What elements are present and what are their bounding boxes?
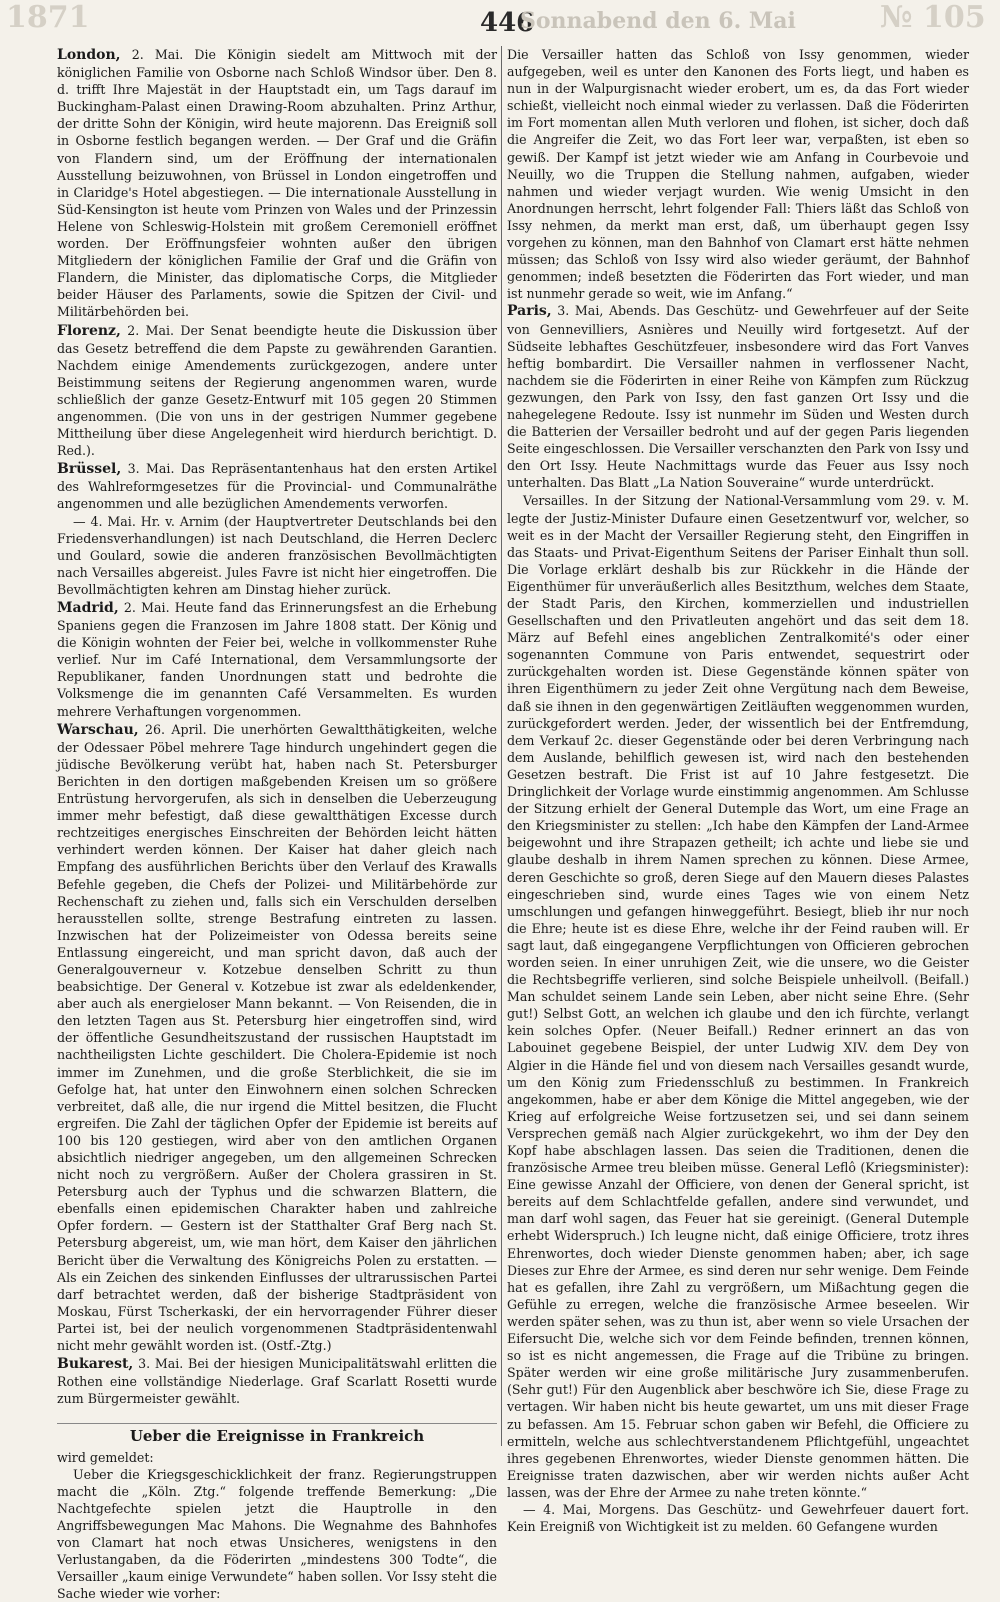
- article-place: Paris,: [507, 303, 552, 320]
- article-warschau: [57, 721, 497, 1354]
- article-place: Madrid,: [57, 600, 119, 616]
- article-place: Brüssel,: [57, 461, 122, 478]
- article-text: 3. Mai, Abends. Das Geschütz- und Gewehrfeuer auf der Seite von Gennevilliers, Asnières und Neuilly wird fortgesetzt. Auf der Südseite lebhaftes Geschützfeuer, insbesondere wird das Fort Vanves heftig bombardirt. Die Versailler nahmen in verflossener Nacht, nachdem sie die Föderirten in einer Reihe von Kämpfen zum Rückzug gezwungen, den Park von Issy, den fast ganzen Ort Issy und die nahegelegene Redoute. Issy ist nunmehr im Süden und Westen durch die Batterien der Versailler bedroht und auf der gegen Paris liegenden Seite eingeschlossen. Die Versailler verschanzten den Park von Issy und den Ort Issy. Heute Nachmittags wurde das Feuer aus Issy noch unterhalten. Das Blatt „La Nation Souveraine“ wurde unterdrückt.: [507, 303, 969, 491]
- article-text: 3. Mai. Das Repräsentantenhaus hat den ersten Artikel des Wahlreformgesetzes für die Provincial- und Communalräthe angenommen und alle bezüglichen Amendements verworfen.: [57, 461, 497, 512]
- article-place: Warschau,: [57, 721, 139, 738]
- article-text: 2. Mai. Heute fand das Erinnerungsfest an die Erhebung Spaniens gegen die Franzosen im Jahre 1808 statt. Der König und die Königin wohnten der Feier bei, welche in vollkommenster Ruhe verlief. Nur im Café International, dem Versammlungsorte der Republikaner, fanden Unordnungen statt und bedrohte die Volksmenge die im genannten Café Versammelten. Es wurden mehrere Verhaftungen vorgenommen.: [57, 600, 497, 719]
- column-divider: [501, 46, 502, 1446]
- left-column: [57, 46, 497, 1602]
- header-issue-bleed: № 105: [880, 0, 986, 35]
- header-date-bleed: Sonnabend den 6. Mai: [520, 8, 796, 34]
- page-number: 446: [480, 8, 535, 38]
- section-title: Ueber die Ereignisse in Frankreich: [57, 1423, 497, 1445]
- article-text: 3. Mai. Bei der hiesigen Municipalitätswahl erlitten die Rothen eine vollständige Niederlage. Graf Scarlatt Rosetti wurde zum Bürgermeister gewählt.: [57, 1356, 498, 1407]
- article-text: 26. April. Die unerhörten Gewaltthätigkeiten, welche der Odessaer Pöbel mehrere Tage hindurch ungehindert gegen die jüdische Bevölkerung verübt hat, haben nach St. Petersburger Berichten in den dortigen maßgebenden Kreisen um so größere Entrüstung hervorgerufen, als sich in denselben die Ueberzeugung immer mehr befestigt, daß diese gewaltthätigen Excesse durch rechtzeitiges energisches Einschreiten der Behörden leicht hätten verhindert werden können. Der Kaiser hat daher gleich nach Empfang des ausführlichen Berichts über den Verlauf des Krawalls Befehle gegeben, die Chefs der Polizei- und Militärbehörde zur Rechenschaft zu ziehen und, falls sich ein Verschulden derselben herausstellen sollte, strenge Bestrafung eintreten zu lassen. Inzwischen hat der Polizeimeister von Odessa bereits seine Entlassung eingereicht, und man spricht davon, daß auch der Generalgouverneur v. Kotzebue denselben Schritt zu thun beabsichtige. Der General v. Kotzebue ist zwar als edeldenkender, aber auch als energieloser Mann bekannt. — Von Reisenden, die in den letzten Tagen aus St. Petersburg hier eingetroffen sind, wird der öffentliche Gesundheitszustand der russischen Hauptstadt im nachtheiligsten Lichte geschildert. Die Cholera-Epidemie ist noch immer im Zunehmen, und die große Sterblichkeit, die sie im Gefolge hat, hat unter den Einwohnern einen solchen Schrecken verbreitet, daß alle, die nur irgend die Mittel besitzen, die Flucht ergreifen. Die Zahl der täglichen Opfer der Epidemie ist bereits auf 100 bis 120 gestiegen, wird aber von den amtlichen Organen absichtlich niedriger angegeben, um den allgemeinen Schrecken nicht noch zu vergrößern. Außer der Cholera grassiren in St. Petersburg auch der Typhus und die schwarzen Blattern, die ebenfalls einen epidemischen Charakter haben und zahlreiche Opfer fordern. — Gestern ist der Statthalter Graf Berg nach St. Petersburg abgereist, um, wie man hört, dem Kaiser den jährlichen Bericht über die Verwaltung des Königreichs Polen zu erstatten. — Als ein Zeichen des sinkenden Einflusses der ultrarussischen Partei darf betrachtet werden, daß der bisherige Stadtpräsident von Moskau, Fürst Tscherkaski, der ein hervorragender Führer dieser Partei ist, bei der neulich vorgenommenen Stadtpräsidentenwahl nicht mehr gewählt worden ist. (Ostf.-Ztg.): [57, 721, 497, 1354]
- article-place: Florenz,: [57, 322, 121, 339]
- article-text-extra: — 4. Mai. Hr. v. Arnim (der Hauptvertreter Deutschlands bei den Friedensverhandlungen) ist nach Deutschland, die Herren Declerc und Goulard, sowie die anderen französischen Bevollmächtigten nach Versailles abgereist. Jules Favre ist nicht hier eingetroffen. Die Bevollmächtigten kehren am Dinstag hieher zurück.: [57, 513, 497, 597]
- issy-paragraph: Die Versailler hatten das Schloß von Issy genommen, wieder aufgegeben, weil es unter den Kanonen des Forts liegt, und haben es nun in der Walpurgisnacht wieder erobert, um es, da das Fort wieder schießt, vielleicht noch einmal wieder zu verlassen. Daß die Föderirten im Fort momentan allen Muth verloren und flohen, ist sicher, doch daß die Angreifer die Zeit, wo das Fort leer war, verpaßten, ist eben so gewiß. Der Kampf ist jetzt wieder wie am Anfang in Courbevoie und Neuilly, wo die Truppen die Stellung nahmen, aufgaben, wieder nahmen und wieder verjagt wurden. Wie wenig Umsicht in den Anordnungen herrscht, lehrt folgender Fall: Thiers läßt das Schloß von Issy nehmen, da merkt man erst, daß, um überhaupt gegen Issy vorgehen zu können, man den Bahnhof von Clamart erst hätte nehmen müssen; das Schloß von Issy wird also wieder geräumt, der Bahnhof genommen; indeß besetzten die Föderirten das Fort wieder, und man ist nunmehr gerade so weit, wie im Anfang.“: [507, 47, 969, 302]
- article-florenz: [57, 322, 497, 460]
- article-text: 2. Mai. Die Königin siedelt am Mittwoch mit der königlichen Familie von Osborne nach Schloß Windsor über. Den 8. d. trifft Ihre Majestät in der Hauptstadt ein, um Tags darauf im Buckingham-Palast einen Drawing-Room abzuhalten. Prinz Arthur, der dritte Sohn der Königin, wird heute majorenn. Das Ereigniß soll in Osborne festlich begangen werden. — Der Graf und die Gräfin von Flandern sind, um der Eröffnung der internationalen Ausstellung beizuwohnen, von Brüssel in London eingetroffen und in Claridge's Hotel abgestiegen. — Die internationale Ausstellung in Süd-Kensington ist heute vom Prinzen von Wales und der Prinzessin Helene von Schleswig-Holstein mit großem Ceremoniell eröffnet worden. Der Eröffnungsfeier wohnten außer den übrigen Mitgliedern der königlichen Familie der Graf und die Gräfin von Flandern, die Minister, das diplomatische Corps, die Mitglieder beider Häuser des Parlaments, sowie die Spitzen der Civil- und Militärbehörden bei.: [57, 47, 497, 320]
- article-london: [57, 46, 497, 321]
- right-column: [507, 46, 969, 1535]
- article-place: Bukarest,: [57, 1356, 134, 1373]
- versailles-paragraph: Versailles. In der Sitzung der National-Versammlung vom 29. v. M. legte der Justiz-Minister Dufaure einen Gesetzentwurf vor, welcher, so weit es in der Macht der Versailler Regierung steht, den Eingriffen in das Staats- und Privat-Eigenthum Seitens der Pariser Einhalt thun soll. Die Vorlage erklärt deshalb bis zur Rückkehr in die Hände der Eigenthümer für unveräußerlich alles Besitzthum, welches dem Staate, der Stadt Paris, den Kirchen, kommerziellen und industriellen Gesellschaften und den Privatleuten angehört und das seit dem 18. März auf Befehl eines angeblichen Zentralkomité's oder einer sogenannten Commune von Paris entwendet, sequestrirt oder zurückgehalten worden ist. Diese Gegenstände können später von ihren Eigenthümern zu jeder Zeit ohne Vergütung nach dem Beweise, daß sie ihnen in den gegenwärtigen Zeitläuften weggenommen wurden, zurückgefordert werden. Jeder, der wissentlich bei der Entfremdung, dem Verkauf 2c. dieser Gegenstände oder bei deren Verbringung nach dem Auslande, behilflich gewesen ist, wird nach den bestehenden Gesetzen bestraft. Die Frist ist auf 10 Jahre festgesetzt. Die Dringlichkeit der Vorlage wurde einstimmig angenommen. Am Schlusse der Sitzung erhielt der General Dutemple das Wort, um eine Frage an den Kriegsminister zu stellen: „Ich habe den Kämpfen der Land-Armee beigewohnt und ihre Strapazen getheilt; ich achte und liebe sie und glaube deshalb in ihrem Namen sprechen zu können. Diese Armee, deren Geschichte so groß, deren Siege auf den Mauern dieses Palastes eingeschrieben sind, wurde eines Tages wie von einem Netz umschlungen und gefangen hinweggeführt. Besiegt, blieb ihr nur noch die Ehre; heute ist es diese Ehre, welche ihr der Feind rauben will. Er sagt laut, daß eingegangene Verpflichtungen von Officieren gebrochen worden seien. In einer unruhigen Zeit, wie die unsere, wo die Geister die Rechtsbegriffe verlieren, sind solche Beispiele unheilvoll. (Beifall.) Man schuldet seinem Lande sein Leben, aber nicht seine Ehre. (Sehr gut!) Selbst Gott, an welchen ich glaube und den ich fürchte, verlangt kein solches Opfer. (Neuer Beifall.) Redner erinnert an das von Labouinet gegebene Beispiel, der unter Ludwig XIV. dem Dey von Algier in die Hände fiel und von diesem nach Versailles gesandt wurde, um den König zum Friedensschluß zu bestimmen. In Frankreich angekommen, habe er aber dem Könige die Mittel angegeben, wie der Krieg auf erfolgreiche Weise fortzusetzen sei, und sei dann seinem Versprechen gemäß nach Algier zurückgekehrt, wo ihm der Dey den Kopf habe abschlagen lassen. Das seien die Traditionen, denen die französische Armee treu bleiben müsse. General Leflô (Kriegsminister): Eine gewisse Anzahl der Officiere, von denen der General spricht, ist bereits auf dem Schlachtfelde gefallen, andere sind verwundet, und man darf wohl sagen, das Feuer hat sie gereinigt. (General Dutemple erhebt Widerspruch.) Ich leugne nicht, daß einige Officiere, trotz ihres Ehrenwortes, doch wieder Dienste genommen haben; aber, ich sage Dieses zur Ehre der Armee, es sind deren nur sehr wenige. Dem Feinde hat es gefallen, ihre Zahl zu vergrößern, um Mißachtung gegen die Gefühle zu erregen, welche die französische Armee beseelen. Wir werden später sehen, was zu thun ist, aber wenn so viele Ursachen der Eifersucht Die, welche sich vor dem Feinde befinden, trennen können, so ist es nicht angemessen, die Frage auf die Tribüne zu bringen. Später werden wir eine große militärische Jury zusammenberufen. (Sehr gut!) Für den Augenblick aber beschwöre ich Sie, diese Frage zu vertagen. Wir haben nicht bis heute gewartet, um uns mit dieser Frage zu befassen. Am 15. Februar schon gaben wir Befehl, die Officiere zu ermitteln, welche aus schlechtverstandenem Pflichtgefühl, ungeachtet ihres gegebenen Ehrenwortes, wieder Dienste genommen hätten. Die Ereignisse traten dazwischen, aber wir werden nichts außer Acht lassen, was der Ehre der Armee zu nahe treten könnte.“: [507, 493, 969, 1500]
- article-madrid: [57, 599, 497, 720]
- header-year-bleed: 1871: [6, 0, 90, 35]
- article-text: 2. Mai. Der Senat beendigte heute die Diskussion über das Gesetz betreffend die dem Papste zu gewährenden Garantien. Nachdem einige Amendements zurückgezogen, andere unter Beistimmung seitens der Regierung angenommen waren, wurde schließlich der ganze Gesetz-Entwurf mit 105 gegen 20 Stimmen angenommen. (Die von uns in der gestrigen Nummer gegebene Mittheilung über diese Angelegenheit wird hierdurch berichtigt. D. Red.).: [57, 322, 497, 459]
- article-place: London,: [57, 47, 121, 63]
- article-bukarest: [57, 1355, 497, 1407]
- section-paragraph: Ueber die Kriegsgeschicklichkeit der franz. Regierungstruppen macht die „Köln. Ztg.“ folgende treffende Bemerkung: „Die Nachtgefechte spielen jetzt die Hauptrolle in den Angriffsbewegungen Mac Mahons. Die Wegnahme des Bahnhofes von Clamart hat noch etwas Unsicheres, wenigstens in den Verlustangaben, da die Föderirten „mindestens 300 Todte“, die Versailler „kaum einige Verwundete“ haben sollen. Vor Issy steht die Sache wieder wie vorher:: [57, 1466, 497, 1602]
- section-subtitle: wird gemeldet:: [57, 1449, 154, 1465]
- article-paris: [507, 302, 969, 491]
- final-paragraph: — 4. Mai, Morgens. Das Geschütz- und Gewehrfeuer dauert fort. Kein Ereigniß von Wichtigkeit ist zu melden. 60 Gefangene wurden: [507, 1501, 969, 1535]
- article-bruessel: [57, 460, 497, 598]
